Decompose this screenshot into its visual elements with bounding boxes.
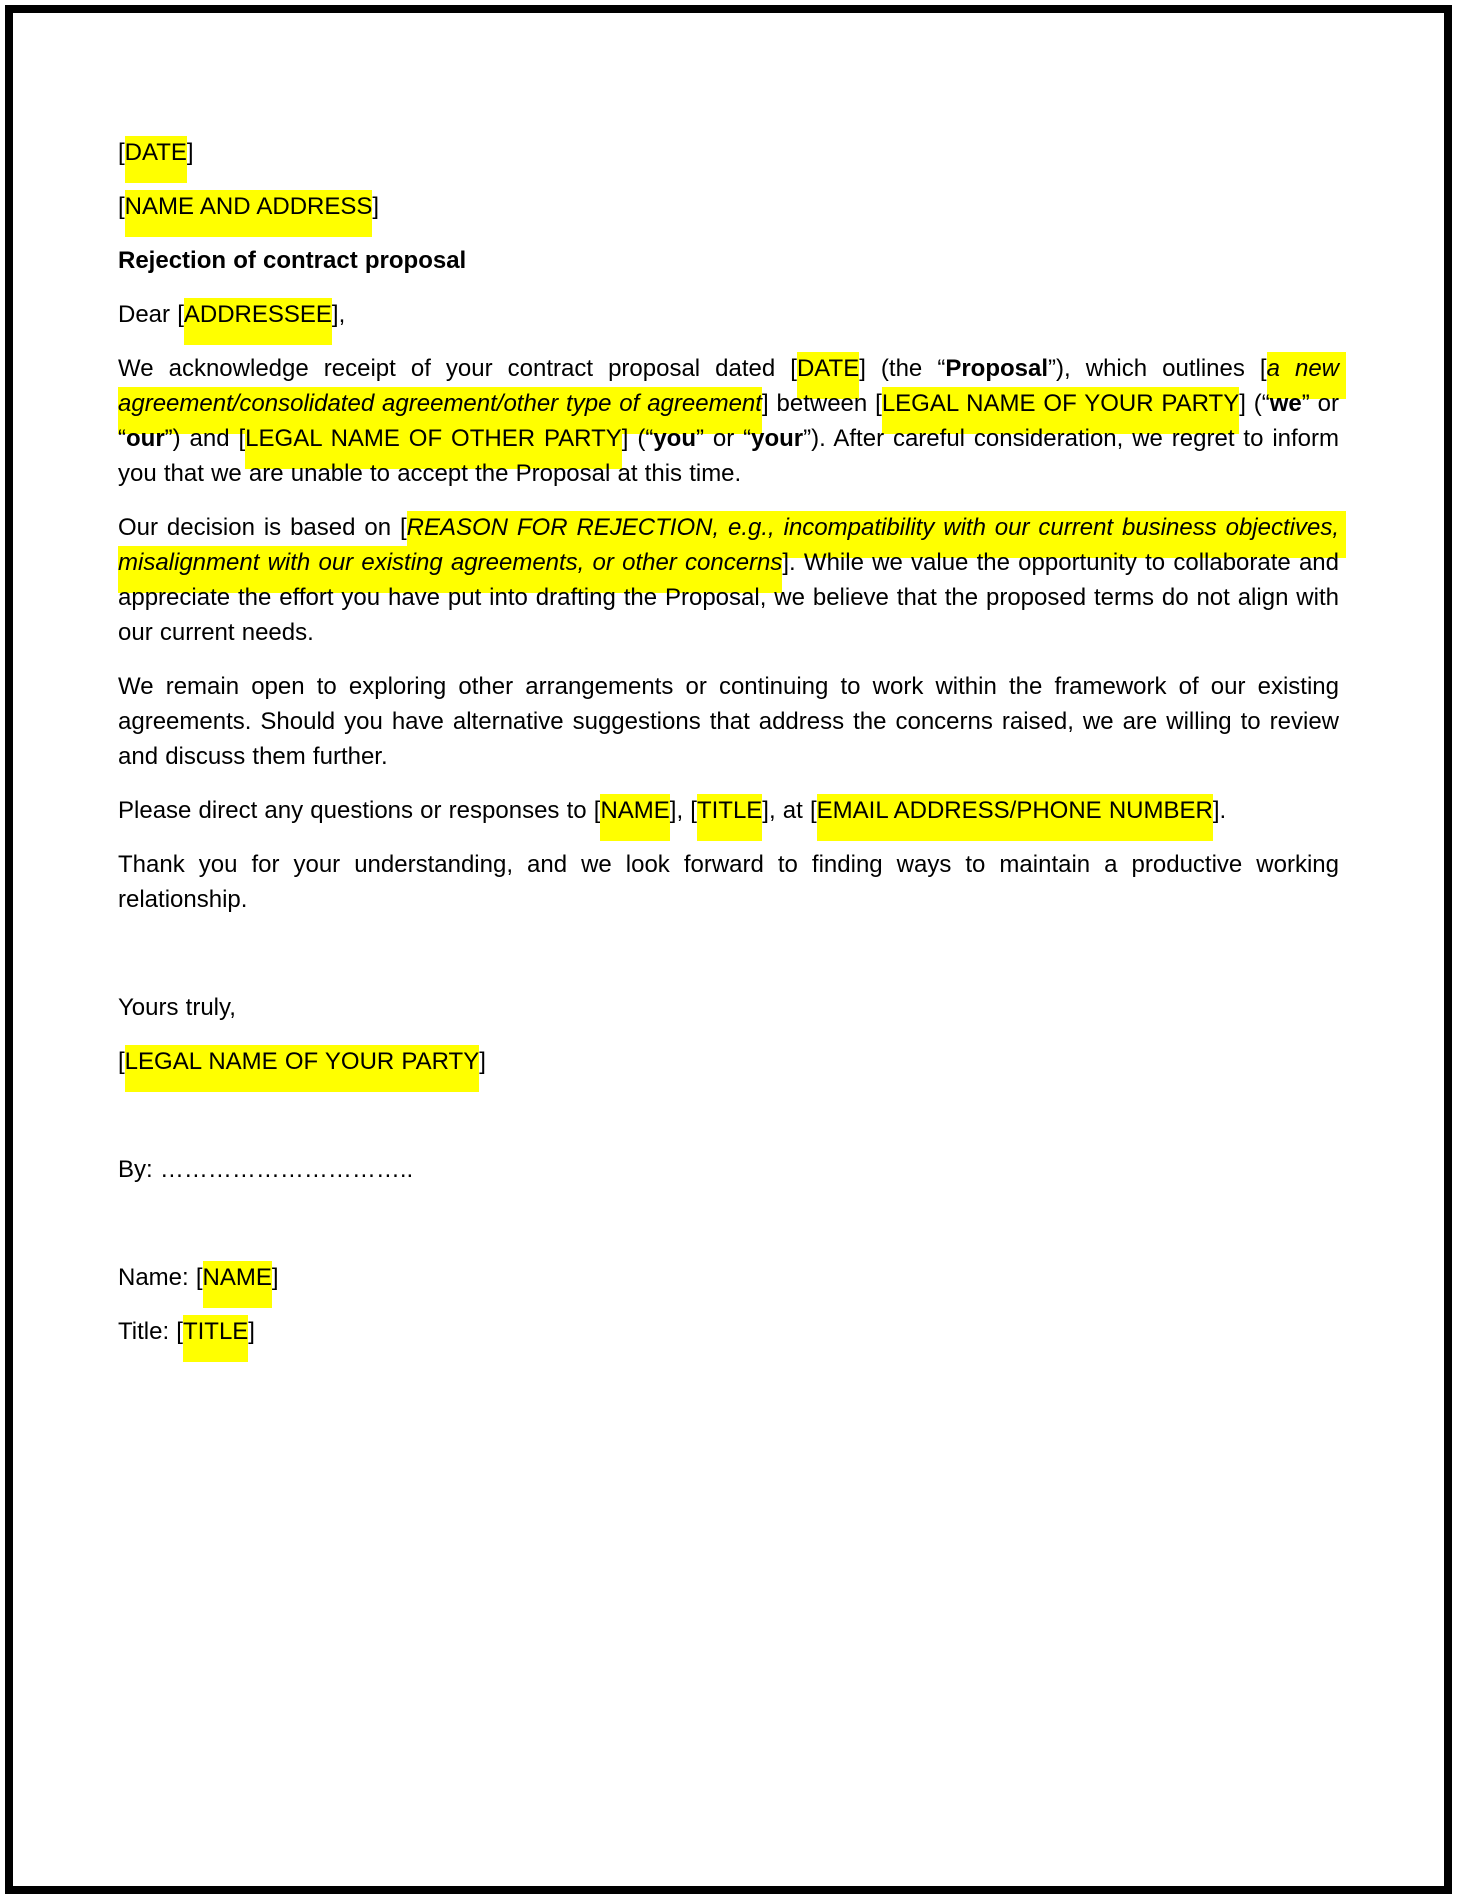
placeholder-highlight: LEGAL NAME OF YOUR PARTY <box>882 387 1239 434</box>
text-segment: ]. <box>1212 797 1227 824</box>
text-segment: ] <box>271 1264 279 1291</box>
placeholder-highlight: DATE <box>797 352 859 399</box>
date-line <box>118 135 1339 170</box>
text-segment: ] (the “ <box>859 355 946 382</box>
text-segment: ], <box>331 301 346 328</box>
placeholder-highlight: ADDRESSEE <box>184 298 332 345</box>
text-segment: ] <box>479 1048 486 1075</box>
text-segment: ]. While we value the opportunity to collaborate and appreciate the effort you have put into drafting the Proposal, we believe that the proposed terms do not align with our current needs. <box>118 549 1347 646</box>
placeholder-highlight: LEGAL NAME OF OTHER PARTY <box>245 422 622 469</box>
text-segment: Yours truly, <box>118 994 236 1021</box>
text-segment: Name: [ <box>118 1264 203 1291</box>
text-segment: We acknowledge receipt of your contract proposal dated [ <box>118 355 797 382</box>
text-segment: ] <box>248 1318 255 1345</box>
text-segment: our <box>126 425 165 452</box>
paragraph-rejection-reason <box>118 510 1347 650</box>
text-segment: [ <box>118 139 125 166</box>
text-segment: Dear [ <box>118 301 184 328</box>
text-segment: you <box>653 425 696 452</box>
text-segment: ”), which outlines [ <box>1048 355 1267 382</box>
text-segment: Our decision is based on [ <box>118 514 407 541</box>
letter-body <box>13 13 1444 1349</box>
subject-heading <box>118 243 1339 278</box>
text-segment: ] <box>186 139 194 166</box>
text-segment: Thank you for your understanding, and we look forward to finding ways to maintain a productive working relationship. <box>118 851 1347 913</box>
text-segment: Rejection of contract proposal <box>118 247 467 274</box>
text-segment: Title: [ <box>118 1318 183 1345</box>
placeholder-highlight: NAME <box>600 794 669 841</box>
placeholder-highlight: a new agreement/consolidated agreement/other type of agreement <box>118 352 1346 434</box>
placeholder-highlight: NAME AND ADDRESS <box>125 190 373 237</box>
paragraph-acknowledgement <box>118 351 1347 491</box>
placeholder-highlight: TITLE <box>183 1315 248 1362</box>
blank-line <box>118 1206 1339 1241</box>
by-signature-line <box>118 1152 1339 1187</box>
text-segment: By: ………………………….. <box>118 1156 414 1183</box>
letter-page <box>5 5 1452 1894</box>
text-segment: ” or “ <box>695 425 752 452</box>
paragraph-contact <box>118 793 1339 828</box>
text-segment: [ <box>118 1048 125 1075</box>
text-segment: ] between [ <box>761 390 882 417</box>
text-segment: ], at [ <box>762 797 817 824</box>
text-segment: [ <box>118 193 125 220</box>
signer-name-line <box>118 1260 1339 1295</box>
signer-title-line <box>118 1314 1339 1349</box>
placeholder-highlight: EMAIL ADDRESS/PHONE NUMBER <box>817 794 1213 841</box>
placeholder-highlight: NAME <box>203 1261 272 1308</box>
salutation-line <box>118 297 1339 332</box>
paragraph-open-to-alternatives <box>118 669 1347 774</box>
signature-party-line <box>118 1044 1339 1079</box>
text-segment: ], [ <box>669 797 697 824</box>
text-segment: Proposal <box>945 355 1049 382</box>
text-segment: ” or “ <box>118 390 1347 452</box>
placeholder-highlight: TITLE <box>697 794 762 841</box>
text-segment: We remain open to exploring other arrangements or continuing to work within the framework of our existing agreements. Should you have alternative suggestions that address the concerns raised, we are willing to review and discuss them further. <box>118 673 1347 770</box>
text-segment: ] (“ <box>621 425 654 452</box>
text-segment: ] (“ <box>1239 390 1270 417</box>
recipient-address-line <box>118 189 1339 224</box>
closing-line <box>118 990 1339 1025</box>
placeholder-highlight: REASON FOR REJECTION, e.g., incompatibility with our current business objectives, misalignment with our existing agreements, or other concerns <box>118 511 1346 593</box>
placeholder-highlight: LEGAL NAME OF YOUR PARTY <box>125 1045 480 1092</box>
blank-line <box>118 936 1339 971</box>
text-segment: ”). After careful consideration, we regret to inform you that we are unable to accept the Proposal at this time. <box>118 425 1347 487</box>
text-segment: ] <box>372 193 380 220</box>
text-segment: ”) and [ <box>164 425 246 452</box>
blank-line <box>118 1098 1339 1133</box>
placeholder-highlight: DATE <box>125 136 187 183</box>
text-segment: your <box>751 425 804 452</box>
text-segment: we <box>1269 390 1302 417</box>
paragraph-thanks <box>118 847 1347 917</box>
text-segment: Please direct any questions or responses to [ <box>118 797 601 824</box>
